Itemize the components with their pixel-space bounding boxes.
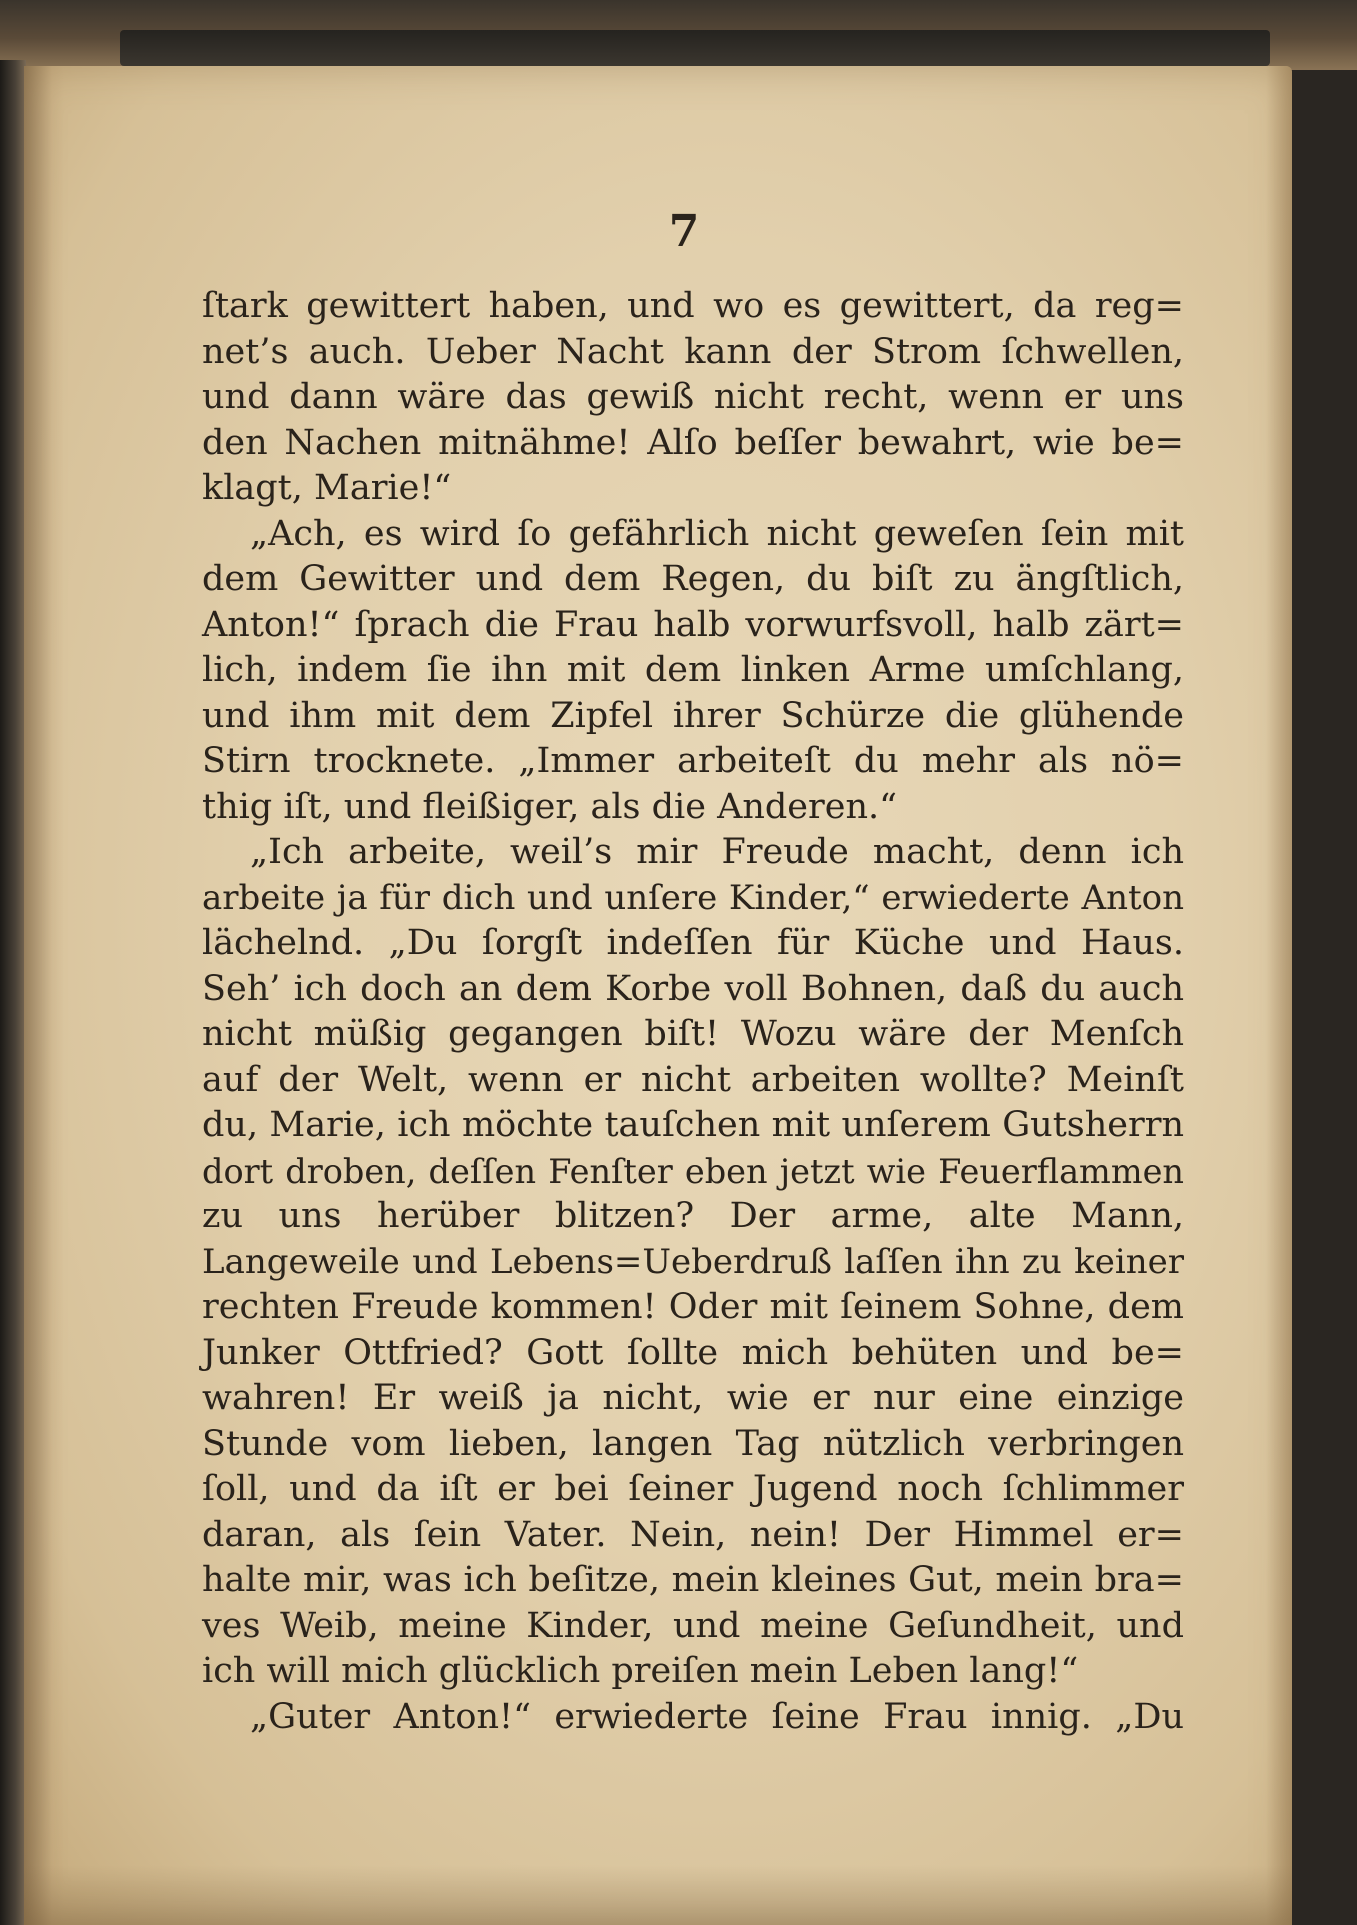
text-line: thig iſt, und fleißiger, als die Anderen.“ bbox=[202, 786, 898, 827]
text-line: nicht müßig gegangen biſt! Wozu wäre der Menſch bbox=[202, 1014, 1184, 1054]
text-line: lich, indem ſie ihn mit dem linken Arme umſchlang, bbox=[202, 650, 1184, 690]
text-line: Anton!“ ſprach die Frau halb vorwurfsvoll, halb zärt= bbox=[202, 604, 1184, 645]
text-line: Stirn trocknete. „Immer arbeiteſt du mehr als nö= bbox=[202, 741, 1184, 781]
text-line: lächelnd. „Du ſorgſt indeſſen für Küche und Haus. bbox=[202, 923, 1184, 963]
text-line: und ihm mit dem Zipfel ihrer Schürze die glühende bbox=[202, 695, 1184, 736]
text-line: auf der Welt, wenn er nicht arbeiten wollte? Meinſt bbox=[202, 1059, 1184, 1100]
text-line: wahren! Er weiß ja nicht, wie er nur eine einzige bbox=[202, 1378, 1184, 1418]
page-gutter-shadow bbox=[24, 66, 64, 1925]
text-line: dort droben, deſſen Fenſter eben jetzt wie Feuerflammen bbox=[202, 1151, 1184, 1191]
page-bottom-shadow bbox=[24, 1865, 1292, 1925]
page-edge-shadow bbox=[1266, 66, 1292, 1925]
book-page bbox=[24, 66, 1292, 1925]
text-line: und dann wäre das gewiß nicht recht, wenn er uns bbox=[202, 377, 1184, 417]
text-line: Seh’ ich doch an dem Korbe voll Bohnen, daß du auch bbox=[202, 968, 1184, 1009]
text-line: „Guter Anton!“ erwiederte ſeine Frau innig. „Du bbox=[250, 1696, 1184, 1737]
body-text bbox=[202, 284, 1184, 1740]
text-line: zu uns herüber blitzen? Der arme, alte Mann, bbox=[202, 1196, 1184, 1236]
text-line: net’s auch. Ueber Nacht kann der Strom ſchwellen, bbox=[202, 331, 1184, 372]
text-line: ich will mich glücklich preiſen mein Leben lang!“ bbox=[202, 1651, 1079, 1691]
book-spine-edge bbox=[120, 30, 1270, 66]
text-line: arbeite ja für dich und unſere Kinder,“ erwiederte Anton bbox=[202, 877, 1184, 918]
text-line: daran, als ſein Vater. Nein, nein! Der Himmel er= bbox=[202, 1514, 1184, 1555]
text-line: „Ach, es wird ſo gefährlich nicht geweſen ſein mit bbox=[250, 513, 1184, 554]
text-line: klagt, Marie!“ bbox=[202, 468, 452, 508]
text-line: ves Weib, meine Kinder, und meine Geſundheit, und bbox=[202, 1605, 1184, 1646]
text-line: halte mir, was ich beſitze, mein kleines Gut, mein bra= bbox=[202, 1560, 1184, 1600]
text-line: Junker Ottfried? Gott ſollte mich behüten und be= bbox=[202, 1332, 1184, 1373]
text-line: ſoll, und da iſt er bei ſeiner Jugend noch ſchlimmer bbox=[202, 1469, 1184, 1509]
text-line: ſtark gewittert haben, und wo es gewittert, da reg= bbox=[202, 286, 1184, 326]
text-line: Langeweile und Lebens=Ueberdruß laſſen ihn zu keiner bbox=[202, 1241, 1184, 1282]
text-line: dem Gewitter und dem Regen, du biſt zu ängſtlich, bbox=[202, 559, 1184, 599]
text-line: Stunde vom lieben, langen Tag nützlich verbringen bbox=[202, 1423, 1184, 1464]
page-number: 7 bbox=[668, 206, 700, 257]
text-line: den Nachen mitnähme! Alſo beſſer bewahrt, wie be= bbox=[202, 422, 1184, 463]
text-line: du, Marie, ich möchte tauſchen mit unſerem Gutsherrn bbox=[202, 1105, 1184, 1145]
text-line: rechten Freude kommen! Oder mit ſeinem Sohne, dem bbox=[202, 1287, 1184, 1327]
book-binding-left bbox=[0, 60, 26, 1925]
text-line: „Ich arbeite, weil’s mir Freude macht, denn ich bbox=[250, 832, 1184, 872]
